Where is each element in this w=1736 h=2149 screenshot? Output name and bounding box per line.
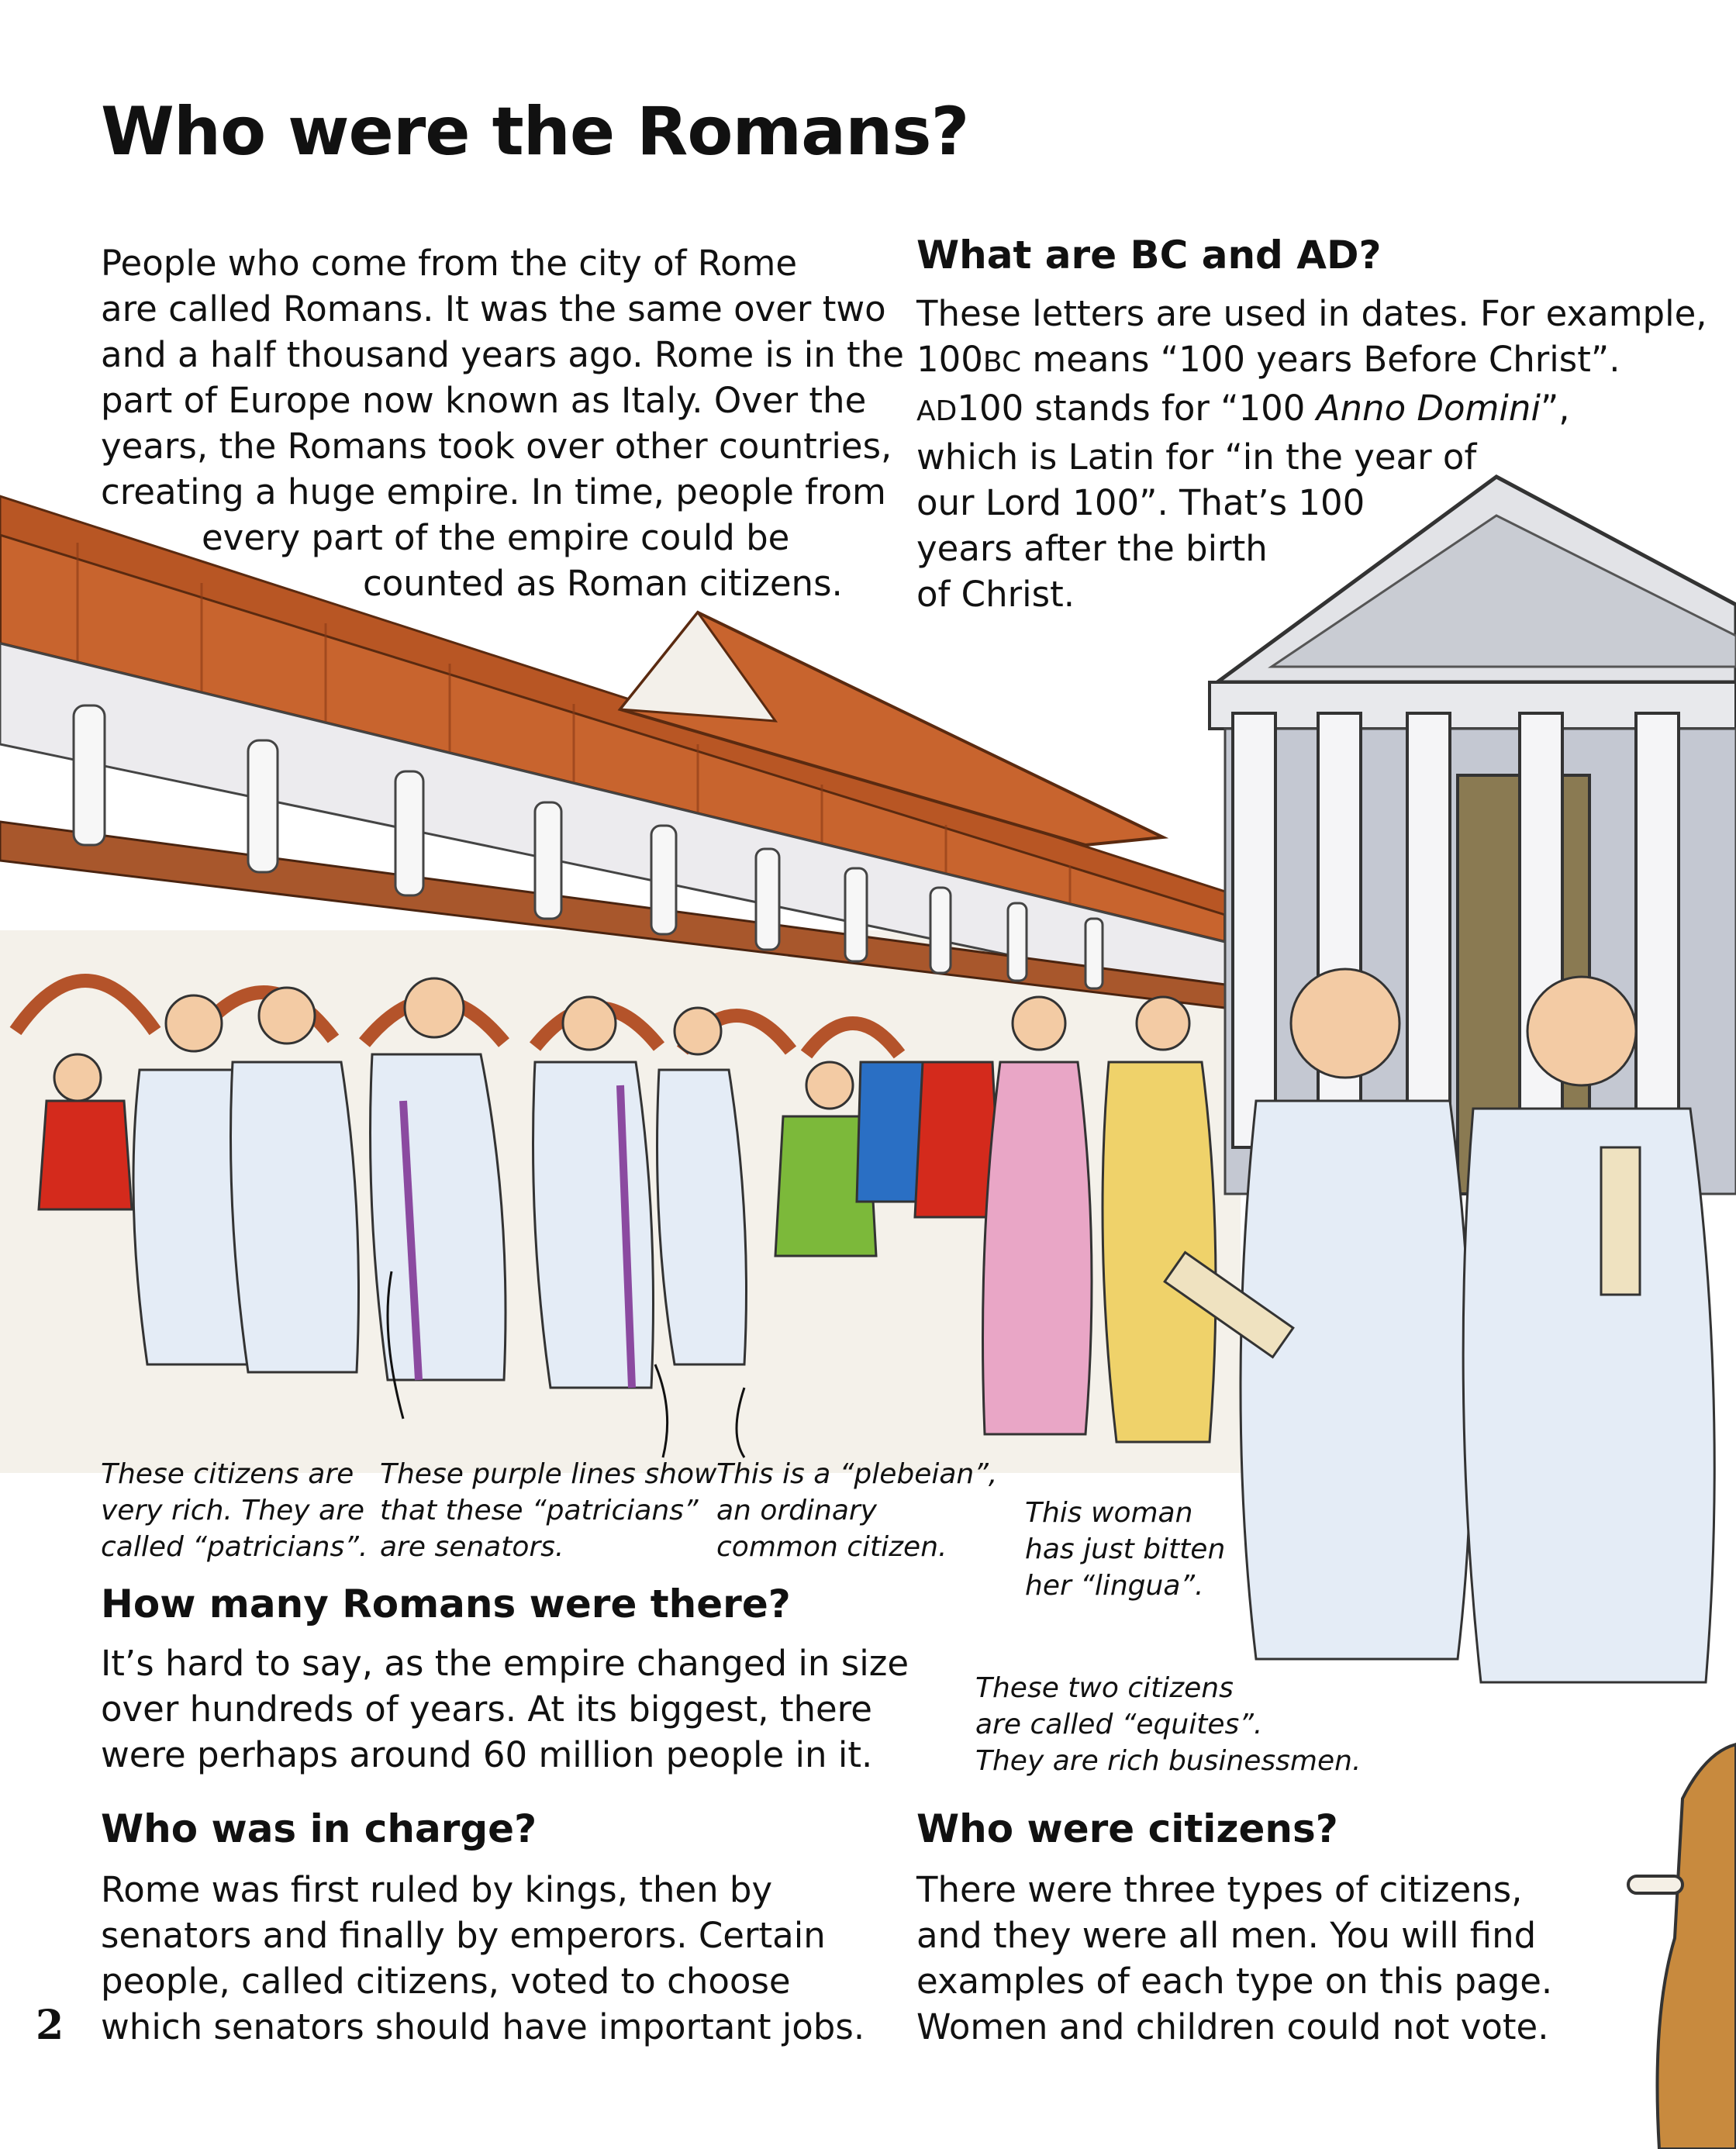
bc-ad-line: These letters are used in dates. For example,: [916, 293, 1707, 334]
citizens-paragraph: [916, 1867, 1552, 2050]
intro-paragraph: [101, 240, 904, 606]
caption-line: common citizen.: [716, 1531, 947, 1563]
in-charge-heading: Who was in charge?: [101, 1806, 537, 1851]
how-many-line: It’s hard to say, as the empire changed in size: [101, 1643, 909, 1684]
dog: [1628, 1744, 1736, 2149]
ad-year: 100 stands for “100: [957, 388, 1317, 429]
ad-end: ”,: [1540, 388, 1570, 429]
caption-line: very rich. They are: [101, 1495, 365, 1526]
how-many-paragraph: [101, 1640, 909, 1778]
citizens-line: There were three types of citizens,: [916, 1869, 1523, 1910]
bc-ad-paragraph: [916, 291, 1707, 617]
bc-ad-line: which is Latin for “in the year of: [916, 436, 1477, 478]
intro-line: People who come from the city of Rome: [101, 243, 798, 284]
caption-line: These citizens are: [101, 1458, 354, 1490]
caption-line: are senators.: [380, 1531, 564, 1563]
caption-line: This is a “plebeian”,: [716, 1458, 998, 1490]
intro-line: creating a huge empire. In time, people from: [101, 471, 886, 512]
ad-abbrev: AD: [916, 395, 958, 427]
bc-ad-line: [916, 385, 1707, 434]
page-title: Who were the Romans?: [101, 93, 969, 171]
caption-plebeian: [716, 1456, 997, 1565]
page-number: 2: [36, 2002, 64, 2049]
caption-equites: [975, 1670, 1361, 1779]
intro-line: part of Europe now known as Italy. Over the: [101, 380, 867, 421]
citizens-heading: Who were citizens?: [916, 1806, 1338, 1851]
caption-patricians: [101, 1456, 368, 1565]
caption-line: an ordinary: [716, 1495, 877, 1526]
caption-line: These purple lines show: [380, 1458, 717, 1490]
bc-abbrev: BC: [982, 347, 1022, 378]
bc-ad-heading: What are BC and AD?: [916, 233, 1382, 278]
intro-line: are called Romans. It was the same over two: [101, 288, 886, 329]
intro-line: years, the Romans took over other countries,: [101, 426, 892, 467]
how-many-line: were perhaps around 60 million people in it.: [101, 1734, 873, 1775]
caption-line: called “patricians”.: [101, 1531, 368, 1563]
how-many-heading: How many Romans were there?: [101, 1582, 791, 1626]
in-charge-paragraph: [101, 1867, 865, 2050]
bc-ad-line: of Christ.: [916, 574, 1075, 615]
citizens-line: Women and children could not vote.: [916, 2006, 1549, 2047]
intro-line: and a half thousand years ago. Rome is in the: [101, 334, 904, 375]
intro-line: every part of the empire could be: [202, 517, 790, 558]
year-number: 100: [916, 339, 983, 380]
in-charge-line: senators and finally by emperors. Certain: [101, 1915, 826, 1956]
in-charge-line: Rome was first ruled by kings, then by: [101, 1869, 773, 1910]
caption-line: are called “equites”.: [975, 1709, 1263, 1740]
intro-line: counted as Roman citizens.: [363, 563, 843, 604]
caption-line: These two citizens: [975, 1672, 1234, 1704]
bc-ad-line: years after the birth: [916, 528, 1268, 569]
citizens-line: and they were all men. You will find: [916, 1915, 1537, 1956]
in-charge-line: which senators should have important jobs.: [101, 2006, 865, 2047]
anno-domini: Anno Domini: [1316, 388, 1541, 429]
how-many-line: over hundreds of years. At its biggest, there: [101, 1688, 872, 1730]
bc-ad-line: [916, 336, 1707, 385]
bc-ad-line: our Lord 100”. That’s 100: [916, 482, 1365, 523]
caption-senators: [380, 1456, 716, 1565]
caption-line: They are rich businessmen.: [975, 1745, 1362, 1777]
citizens-line: examples of each type on this page.: [916, 1961, 1553, 2002]
caption-line: has just bitten: [1025, 1533, 1226, 1565]
caption-line: This woman: [1025, 1497, 1193, 1529]
caption-line: that these “patricians”: [380, 1495, 699, 1526]
bc-meaning: means “100 years Before Christ”.: [1021, 339, 1620, 380]
caption-woman: [1025, 1495, 1225, 1604]
caption-line: her “lingua”.: [1025, 1570, 1204, 1602]
in-charge-line: people, called citizens, voted to choose: [101, 1961, 791, 2002]
